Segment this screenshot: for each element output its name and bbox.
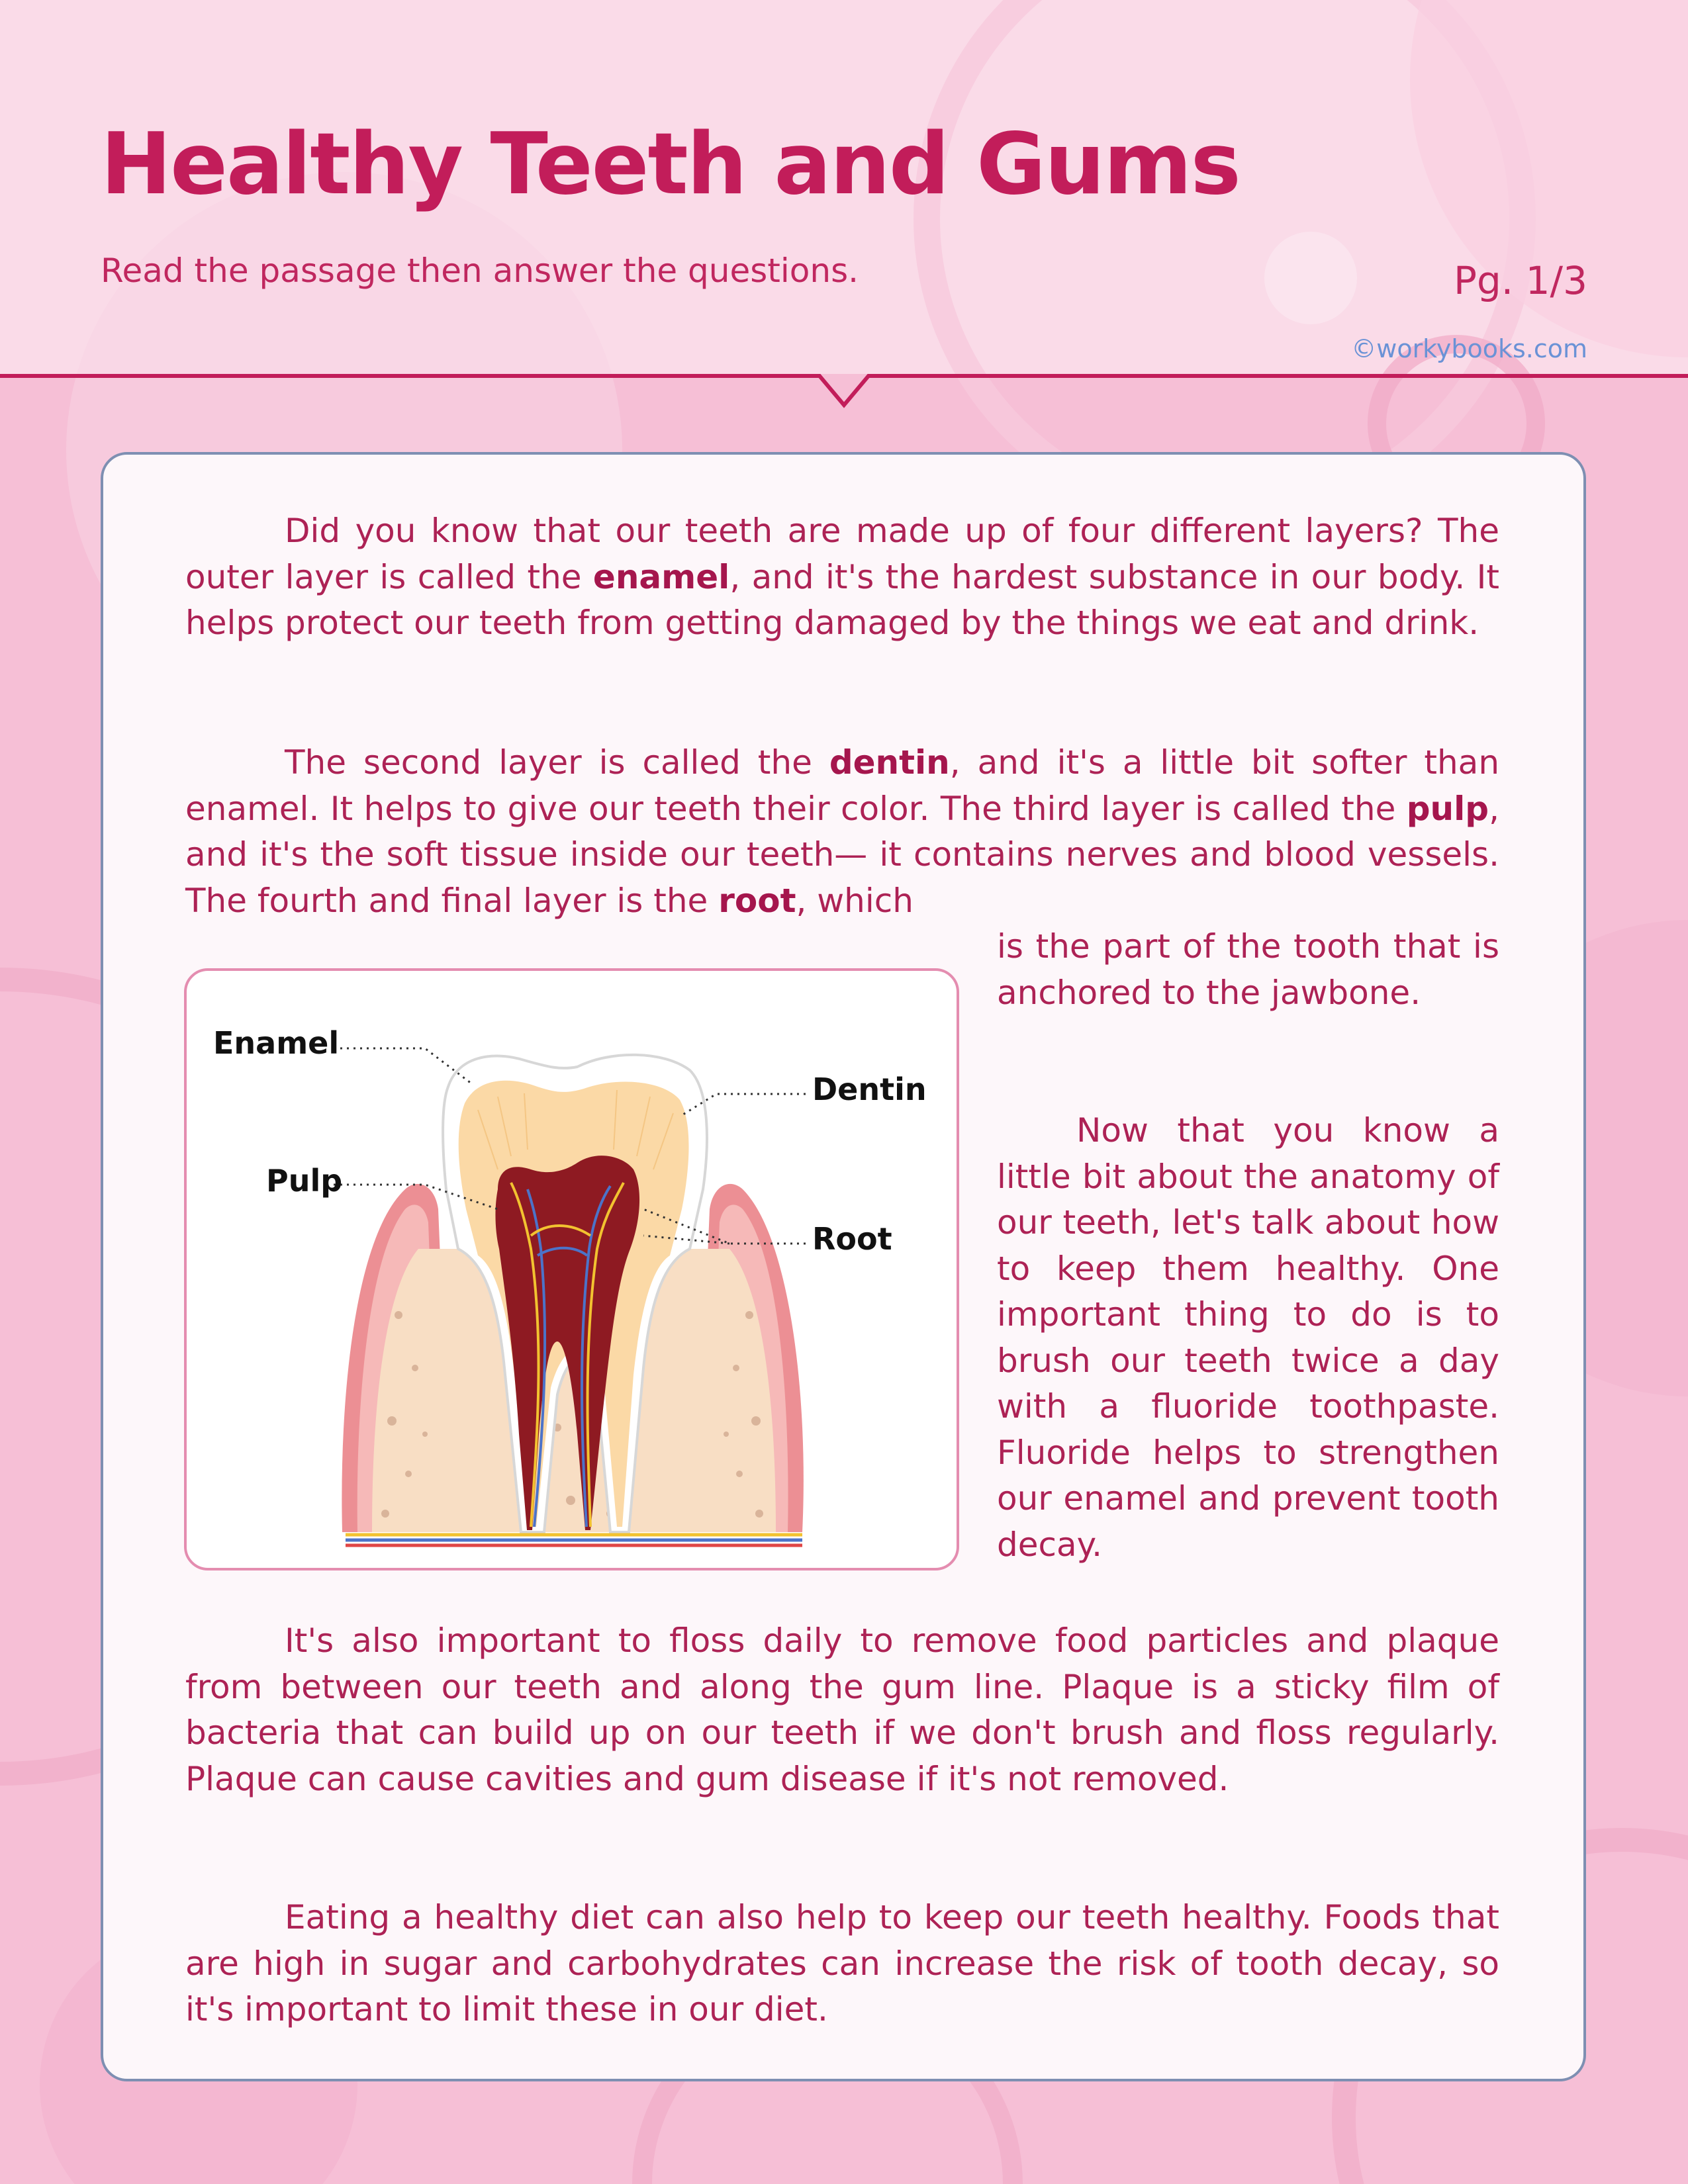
paragraph-4: It's also important to floss daily to remove food particles and plaque from between our teeth and along the gum line. Plaque is a sticky film of bacteria that can build up on our teeth if we don't brush and floss regularly. Plaque can cause cavities and gum disease if it's not removed. — [185, 1621, 1499, 1798]
paragraph-5: Eating a healthy diet can also help to keep our teeth healthy. Foods that are high in sugar and carbohydrates can increase the risk of tooth decay, so it's important to limit these in our diet. — [185, 1898, 1499, 2028]
paragraph-2-continued: is the part of the tooth that is anchored to the jawbone. — [997, 927, 1499, 1012]
credit-link[interactable]: ©workybooks.com — [1351, 334, 1587, 363]
paragraph-1: Did you know that our teeth are made up of four different layers? The outer layer is called the enamel, and it's the hardest substance in our body. It helps protect our teeth from getting damaged by the things we eat and drink. — [185, 512, 1499, 642]
term-root: root — [718, 881, 796, 920]
instructions-text: Read the passage then answer the questions. — [101, 251, 859, 290]
term-pulp: pulp — [1406, 789, 1489, 828]
label-dentin: Dentin — [812, 1071, 927, 1107]
page-number: Pg. 1/3 — [1453, 258, 1587, 303]
term-enamel: enamel — [592, 557, 730, 596]
paragraph-3: Now that you know a little bit about the anatomy of our teeth, let's talk about how to keep them healthy. One important thing to do is to brush our teeth twice a day with a fluoride toothpaste. Fluoride helps to strengthen our enamel and prevent tooth decay. — [997, 1111, 1499, 1564]
term-dentin: dentin — [829, 743, 950, 782]
tooth-anatomy-figure — [184, 968, 959, 1570]
label-pulp: Pulp — [266, 1163, 343, 1199]
paragraph-2: The second layer is called the dentin, and it's a little bit softer than enamel. It helps to give our teeth their color. The third layer is called the pulp, and it's the soft tissue inside our teeth— it contains nerves and blood vessels. The fourth and final layer is the root, which — [185, 743, 1500, 920]
label-enamel: Enamel — [213, 1025, 340, 1061]
label-root: Root — [812, 1221, 892, 1257]
page-title: Healthy Teeth and Gums — [101, 115, 1240, 214]
